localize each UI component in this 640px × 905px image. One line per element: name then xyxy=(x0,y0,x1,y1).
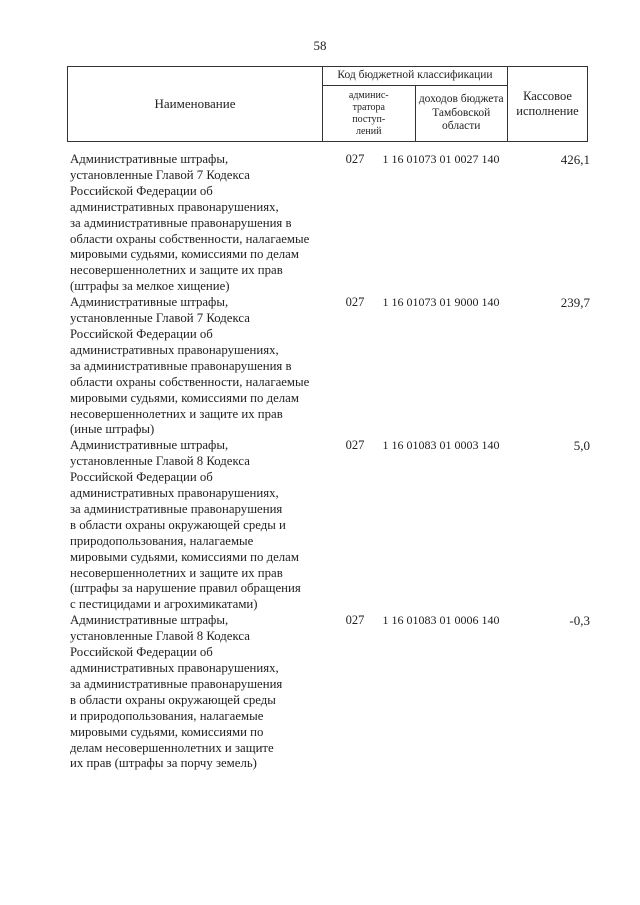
header-cbk: Код бюджетной классификации xyxy=(323,67,508,86)
row-name: Административные штрафы, установленные Главой 8 Кодекса Российской Федерации об административных правонарушениях, за административные правонарушения в области охраны окружающей среды и природопользования, налагаемые мировыми судьями, комиссиями по делам несовершеннолетних и защите их прав (штрафы за порчу земель) xyxy=(70,613,283,771)
table-row xyxy=(70,152,590,295)
row-execution: -0,3 xyxy=(569,613,590,629)
row-execution: 426,1 xyxy=(560,152,590,167)
row-name: Административные штрафы, установленные Главой 7 Кодекса Российской Федерации об административных правонарушениях, за административные правонарушения в области охраны собственности, налагаемые мировыми судьями, комиссиями по делам несовершеннолетних и защите их прав (иные штрафы) xyxy=(70,295,310,437)
row-income-code: 1 16 01083 01 0006 140 xyxy=(382,613,500,628)
row-admin-code: 027 xyxy=(345,613,365,628)
table-row xyxy=(70,613,590,772)
row-admin-code: 027 xyxy=(345,438,365,453)
table-body xyxy=(70,152,590,772)
row-name: Административные штрафы, установленные Главой 8 Кодекса Российской Федерации об административных правонарушениях, за административные правонарушения в области охраны окружающей среды и природопользования, налагаемые мировыми судьями, комиссиями по делам несовершеннолетних и защите их прав (штрафы за нарушение правил обращения с пестицидами и агрохимикатами) xyxy=(70,438,301,612)
header-name: Наименование xyxy=(68,67,323,142)
header-execution: Кассовое исполнение xyxy=(508,67,588,142)
row-name: Административные штрафы, установленные Главой 7 Кодекса Российской Федерации об административных правонарушениях, за административные правонарушения в области охраны собственности, налагаемые мировыми судьями, комиссиями по делам несовершеннолетних и защите их прав (штрафы за мелкое хищение) xyxy=(70,152,310,294)
row-income-code: 1 16 01083 01 0003 140 xyxy=(382,438,500,453)
table-header xyxy=(67,66,588,142)
row-execution: 239,7 xyxy=(560,295,590,311)
header-income: доходов бюджета Тамбовской области xyxy=(415,86,508,142)
row-income-code: 1 16 01073 01 0027 140 xyxy=(382,152,500,166)
table-row xyxy=(70,295,590,438)
row-execution: 5,0 xyxy=(573,438,590,454)
table-row xyxy=(70,438,590,613)
header-admin: админис- тратора поступ- лений xyxy=(323,86,416,142)
page-number: 58 xyxy=(313,38,327,53)
row-admin-code: 027 xyxy=(345,152,365,166)
row-admin-code: 027 xyxy=(345,295,365,310)
row-income-code: 1 16 01073 01 9000 140 xyxy=(382,295,500,310)
